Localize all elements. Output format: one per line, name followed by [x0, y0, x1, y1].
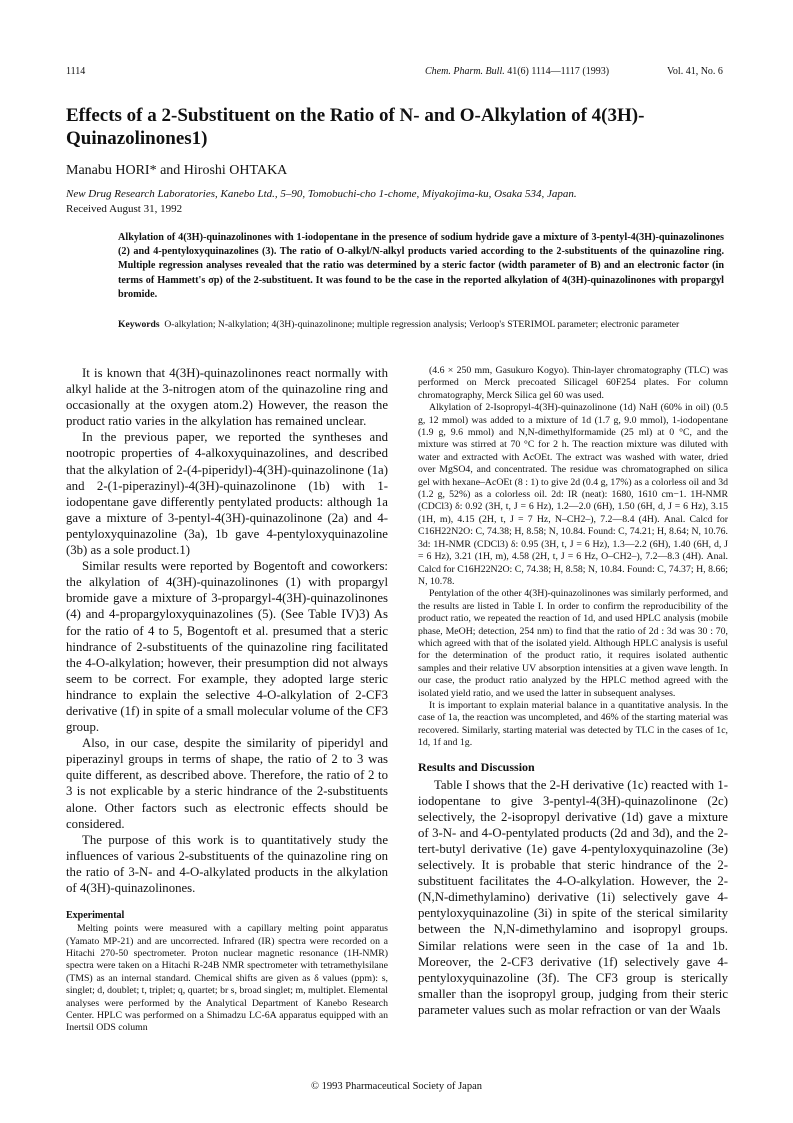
copyright-footer: © 1993 Pharmaceutical Society of Japan [311, 1081, 482, 1092]
right-column [418, 365, 728, 1018]
journal-name: Chem. Pharm. Bull. [425, 66, 505, 77]
intro-paragraph: The purpose of this work is to quantitatively study the influences of various 2-substituents of the quinazoline ring on the ratio of 3-N- and 4-O-alkylated products in the alkylation of 4(3H)-quinazolinones. [66, 832, 388, 895]
keywords-label: Keywords [118, 319, 160, 330]
volume-issue: Vol. 41, No. 6 [667, 66, 723, 77]
page-number: 1114 [66, 66, 86, 77]
results-paragraph: Table I shows that the 2-H derivative (1c) reacted with 1-iodopentane to give 3-pentyl-4(3H)-quinazolinone (2c) selectively, the 2-isopropyl derivative (1d) gave a mixture of 3-N- and 4-O-pentylated products (2d and 3d), and the 2-tert-butyl derivative (1e) gave 4-pentyloxyquinazoline (3e) selectively. It is probable that steric hindrance of the 2-substituent facilitates the 4-O-alkylation. However, the 2-(N,N-dimethylamino) derivative (1i) selectively gave 4-pentyloxyquinazoline (3i) in spite of the sterical similarity between the N,N-dimethylamino and isopropyl groups. Similar relations were seen in the case of 1a and 1b. Moreover, the 2-CF3 derivative (1f) selectively gave 4-pentyloxyquinazoline (3f). The CF3 group is sterically smaller than the isopropyl group, judging from their steric parameter values such as molar refraction or van der Waals [418, 777, 728, 1017]
journal-citation [425, 66, 609, 77]
abstract: Alkylation of 4(3H)-quinazolinones with 1-iodopentane in the presence of sodium hydride gave a mixture of 3-pentyl-4(3H)-quinazolinones (2) and 4-pentyloxyquinazolines (3). The ratio of O-alkyl/N-alkyl products varied according to the 2-substituents of the quinazoline ring. Multiple regression analyses revealed that the ratio was determined by a steric factor (width parameter of B) and an electronic factor (in terms of Hammett's σp) of the 2-substituent. It was found to be the case in the reported alkylation of 4(3H)-quinazolinones with propargyl bromide. [118, 232, 724, 300]
intro-paragraph: Also, in our case, despite the similarity of piperidyl and piperazinyl groups in terms of shape, the ratio of 2 to 3 was quite different, as described above. Therefore, the ratio of 2 to 3 is not explicable by a steric hindrance of the 2-substituents alone. Other factors such as electronic effects should be considered. [66, 736, 388, 831]
procedure-paragraph: Pentylation of the other 4(3H)-quinazolinones was similarly performed, and the results are listed in Table I. In order to confirm the reproducibility of the product ratio, we repeated the reaction of 1d, and used HPLC analysis (mobile phase, MeOH; detection, 254 nm) to find that the ratio of 2d : 3d was 30 : 70, which agreed with that of the isolated yield. Although HPLC analysis is useful for the determination of the product ratio, it requires isolated authentic samples and their relative UV absorption intensities at a given wave length. In our case, the product ratio analyzed by the HPLC method agreed with the isolated yield ratio, and we used the latter in subsequent analyses. [418, 588, 728, 699]
received-date: Received August 31, 1992 [66, 203, 183, 215]
experimental-paragraph: Melting points were measured with a capillary melting point apparatus (Yamato MP-21) and are uncorrected. Infrared (IR) spectra were recorded on a Hitachi 270-50 spectrometer. Proton nuclear magnetic resonance (1H-NMR) spectra were taken on a Hitachi R-24B NMR spectrometer with tetramethylsilane (TMS) as an internal standard. Chemical shifts are given as δ values (ppm): s, singlet; d, doublet; t, triplet; q, quartet; br s, broad singlet; m, multiplet. Elemental analyses were performed by the Analytical Department of Kanebo Research Center. HPLC was performed on a Shimadzu LC-6A apparatus equipped with an Inertsil ODS column [66, 923, 388, 1034]
intro-paragraph: Similar results were reported by Bogentoft and coworkers: the alkylation of 4(3H)-quinazolinones (1) with propargyl bromide gave a mixture of 3-propargyl-4(3H)-quinazolinones (4) and 4-propargyloxyquinazolines (5). (See Table IV)3) As for the ratio of 4 to 5, Bogentoft et al. presumed that a steric hindrance of 2-substituents of the quinazoline ring facilitated the 4-O-alkylation; however, their presumption did not always seem to be correct. For example, they adopted large steric hindrance to explain the selective 4-O-alkylation of 2-CF3 derivative (1f) in spite of a small molecular volume of the CF3 group. [66, 559, 388, 735]
citation: 41(6) 1114—1117 (1993) [507, 66, 610, 77]
keywords-text: O-alkylation; N-alkylation; 4(3H)-quinazolinone; multiple regression analysis; Verloop's STERIMOL parameter; electronic parameter [164, 319, 680, 330]
intro-paragraph: In the previous paper, we reported the syntheses and nootropic properties of 4-alkoxyquinazolines, and described that the alkylation of 2-(4-piperidyl)-4(3H)-quinazolinone (1a) and 2-(1-piperazinyl)-4(3H)-quinazolinone (1b) with 1-iodopentane gave differently pentylated products: although 1a gave a mixture of 3-pentyl-4(3H)-quinazolinone (2a) and 4-pentyloxyquinazoline (3a), 1b gave 4-pentyloxyquinazoline (3b) as a sole product.1) [66, 430, 388, 558]
intro-paragraph: It is known that 4(3H)-quinazolinones react normally with alkyl halide at the 3-nitrogen atom of the quinazoline ring and occasionally at the oxygen atom.2) However, the reason the product ratio varies in the alkylation has remained unclear. [66, 366, 388, 429]
experimental-heading: Experimental [66, 910, 125, 922]
left-column [66, 365, 388, 1035]
authors: Manabu HORI* and Hiroshi OHTAKA [66, 163, 288, 178]
article-title: Effects of a 2-Substituent on the Ratio of N- and O-Alkylation of 4(3H)-Quinazolinones1) [66, 105, 645, 149]
procedure-paragraph: It is important to explain material balance in a quantitative analysis. In the case of 1a, the reaction was uncompleted, and 46% of the starting material was recovered. Similarly, starting material was detected by TLC in the cases of 1c, 1d, 1f and 1g. [418, 699, 728, 749]
affiliation: New Drug Research Laboratories, Kanebo Ltd., 5–90, Tomobuchi-cho 1-chome, Miyakojima-ku, Osaka 534, Japan. [66, 188, 577, 200]
procedure-paragraph: Alkylation of 2-Isopropyl-4(3H)-quinazolinone (1d) NaH (60% in oil) (0.5 g, 12 mmol) was added to a mixture of 1d (1.7 g, 9.0 mmol), 1-iodopentane (1.9 g, 9.6 mmol) and N,N-dimethylformamide (25 ml) at 0 °C, and the mixture was stirred at 70 °C for 2 h. The reaction mixture was diluted with water and extracted with AcOEt. The extract was washed with water, dried over MgSO4, and concentrated. The residue was chromatographed on silica gel with hexane–AcOEt (8 : 1) to give 2d (0.4 g, 17%) as a colorless oil and 3d (1.2 g, 52%) as a colorless oil. 2d: IR (neat): 1680, 1610 cm−1. 1H-NMR (CDCl3) δ: 0.92 (3H, t, J = 6 Hz), 1.2—2.0 (6H), 1.50 (6H, d, J = 6 Hz), 3.15 (1H, m), 4.15 (2H, t, J = 7 Hz, N–CH2–), 7.2—8.4 (4H). Anal. Calcd for C16H22N2O: C, 74.38; H, 8.58; N, 10.84. Found: C, 74.21; H, 8.64; N, 10.76. 3d: 1H-NMR (CDCl3) δ: 0.95 (3H, t, J = 6 Hz), 1.3—2.2 (6H), 1.40 (6H, d, J = 6 Hz), 3.21 (1H, m), 4.58 (2H, t, J = 6 Hz, O–CH2–), 7.2—8.3 (4H). Anal. Calcd for C16H22N2O: C, 74.38; H, 8.58; N, 10.84. Found: C, 74.37; H, 8.66; N, 10.78. [418, 402, 728, 587]
results-heading: Results and Discussion [418, 759, 535, 774]
keywords [118, 319, 724, 332]
experimental-paragraph: (4.6 × 250 mm, Gasukuro Kogyo). Thin-layer chromatography (TLC) was performed on Merck precoated Silicagel 60F254 plates. For column chromatography, Merck Silica gel 60 was used. [418, 365, 728, 401]
